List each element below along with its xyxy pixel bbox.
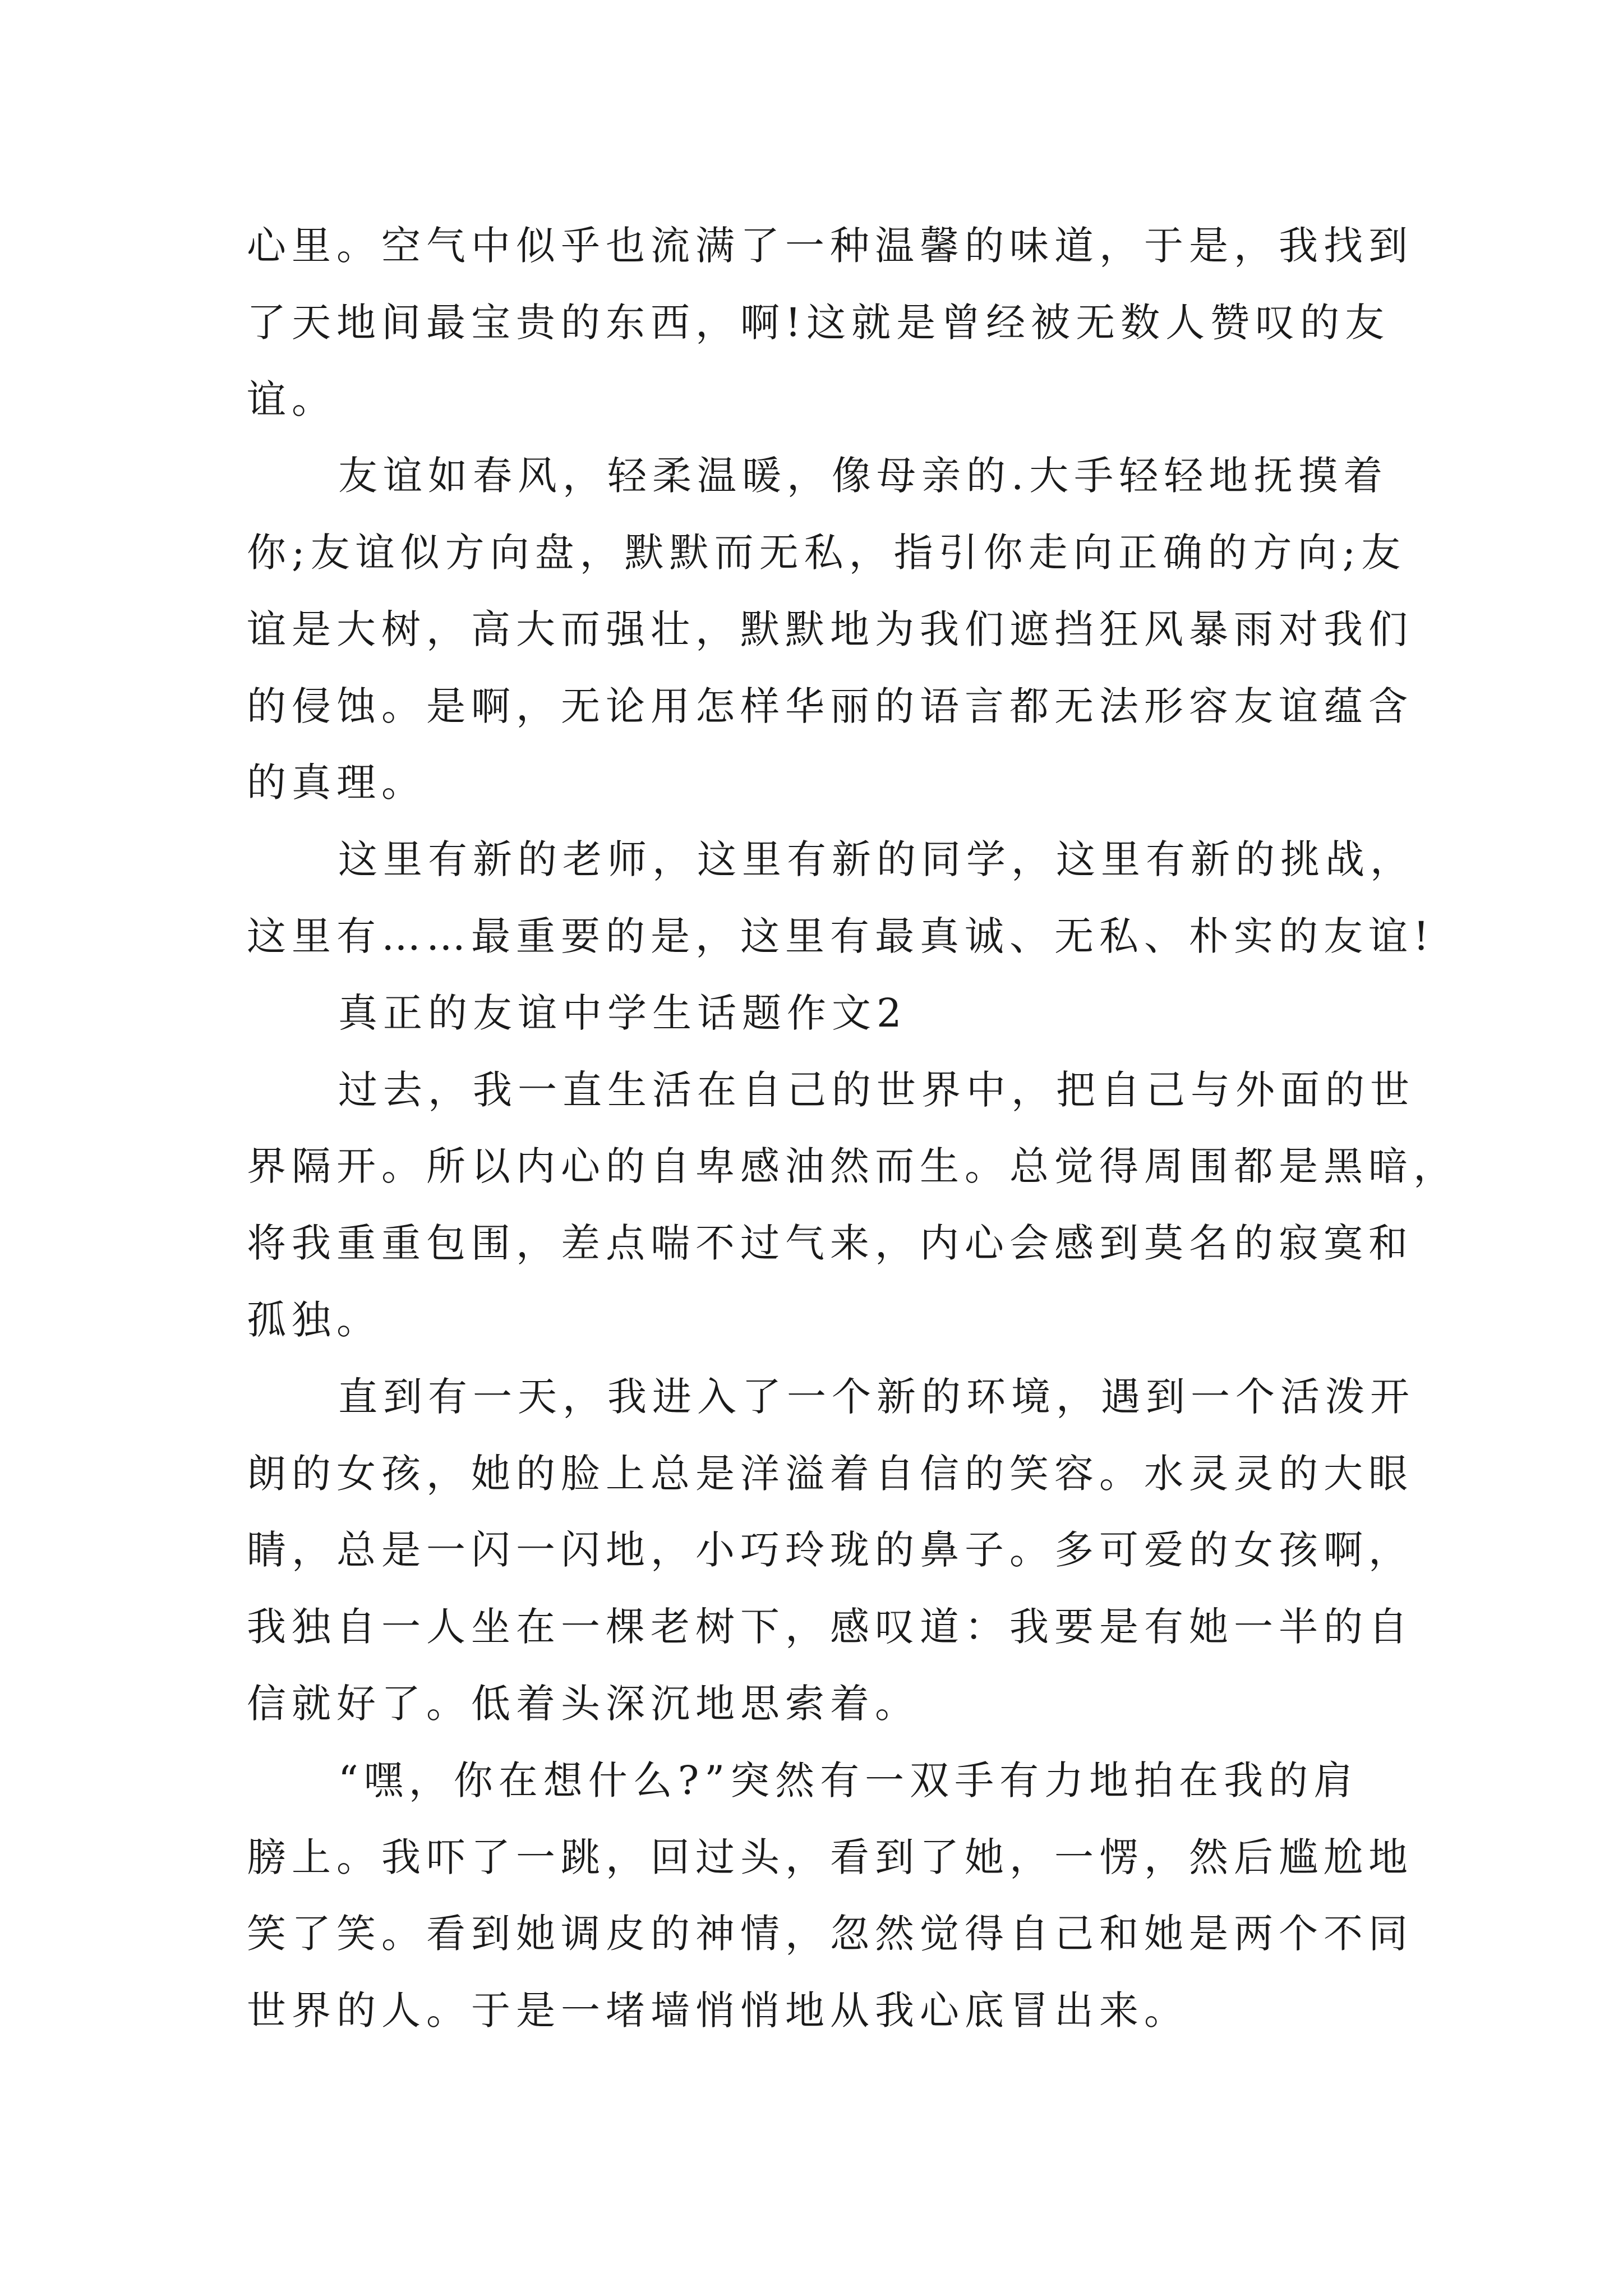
paragraph-first-line: 直到有一天，我进入了一个新的环境，遇到一个活泼开 <box>338 1374 1415 1420</box>
paragraph-first-line: 这里有新的老师，这里有新的同学，这里有新的挑战， <box>338 836 1415 882</box>
text-line: 将我重重包围，差点喘不过气来，内心会感到莫名的寂寞和 <box>247 1220 1413 1266</box>
text-line: 谊是大树，高大而强壮，默默地为我们遮挡狂风暴雨对我们 <box>247 606 1413 652</box>
text-line: 笑了笑。看到她调皮的神情，忽然觉得自己和她是两个不同 <box>247 1911 1413 1957</box>
text-line: 的侵蚀。是啊，无论用怎样华丽的语言都无法形容友谊蕴含 <box>247 683 1413 729</box>
text-line: 世界的人。于是一堵墙悄悄地从我心底冒出来。 <box>247 1987 1189 2033</box>
paragraph-first-line: 友谊如春风，轻柔温暖，像母亲的.大手轻轻地抚摸着 <box>338 453 1389 499</box>
text-line: 了天地间最宝贵的东西，啊!这就是曾经被无数人赞叹的友 <box>247 300 1390 346</box>
paragraph-first-line: 过去，我一直生活在自己的世界中，把自己与外面的世 <box>338 1067 1415 1113</box>
text-line: 心里。空气中似乎也流满了一种温馨的味道，于是，我找到 <box>247 223 1413 269</box>
text-line: 你;友谊似方向盘，默默而无私，指引你走向正确的方向;友 <box>247 530 1407 576</box>
text-line: 界隔开。所以内心的自卑感油然而生。总觉得周围都是黑暗， <box>247 1143 1458 1189</box>
text-line: 我独自一人坐在一棵老树下，感叹道：我要是有她一半的自 <box>247 1604 1413 1650</box>
text-line: 信就好了。低着头深沉地思索着。 <box>247 1681 920 1727</box>
text-line: 这里有……最重要的是，这里有最真诚、无私、朴实的友谊! <box>247 913 1435 959</box>
paragraph-first-line: “嘿，你在想什么?”突然有一双手有力地拍在我的肩 <box>338 1757 1359 1803</box>
text-line: 谊。 <box>247 376 336 422</box>
text-line: 膀上。我吓了一跳，回过头，看到了她，一愣，然后尴尬地 <box>247 1834 1413 1880</box>
text-line: 孤独。 <box>247 1297 381 1343</box>
text-line: 朗的女孩，她的脸上总是洋溢着自信的笑容。水灵灵的大眼 <box>247 1451 1413 1497</box>
text-line: 的真理。 <box>247 760 426 806</box>
section-title: 真正的友谊中学生话题作文2 <box>338 990 907 1036</box>
text-line: 睛，总是一闪一闪地，小巧玲珑的鼻子。多可爱的女孩啊， <box>247 1527 1413 1573</box>
